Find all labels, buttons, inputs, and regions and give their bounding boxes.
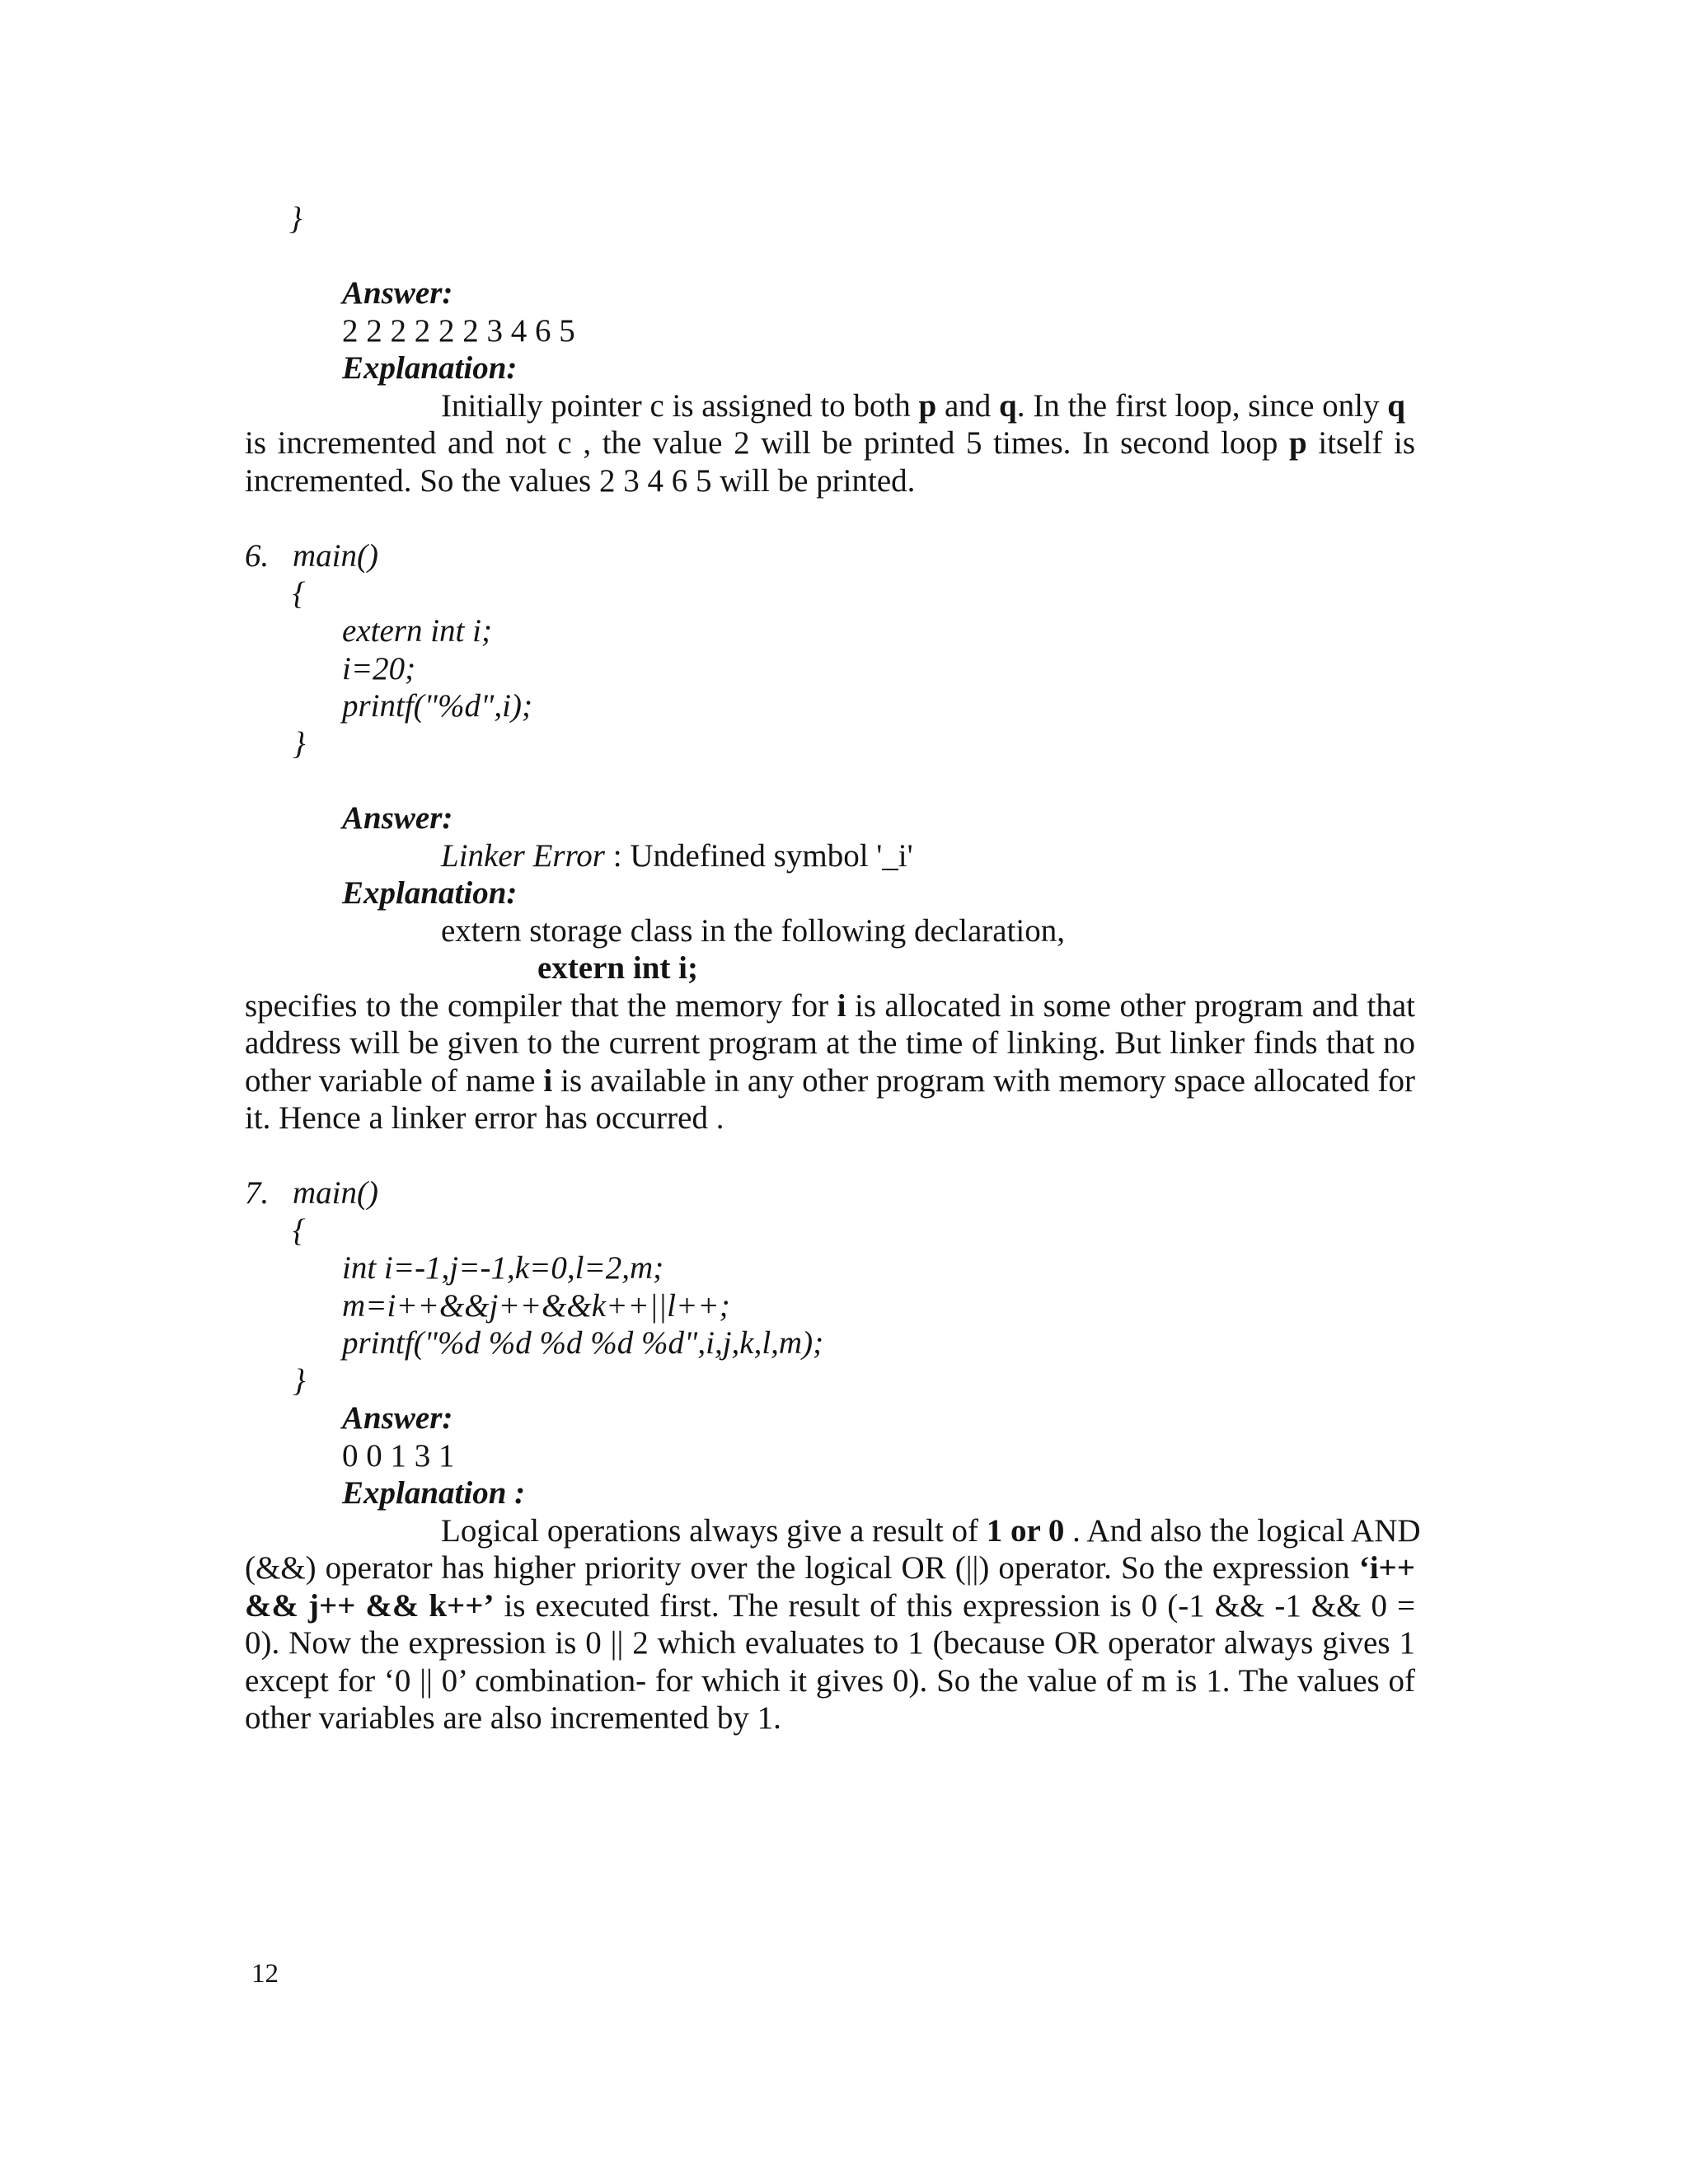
answer-label: Answer:: [342, 1400, 453, 1436]
code-line: printf("%d",i);: [342, 688, 532, 724]
code-line: }: [293, 1363, 306, 1399]
explanation-line: incremented. So the values 2 3 4 6 5 will be printed.: [245, 463, 916, 499]
answer-label: Answer:: [342, 275, 453, 311]
answer-value: Linker Error : Undefined symbol '_i': [441, 838, 913, 874]
explanation-line: it. Hence a linker error has occurred .: [245, 1100, 724, 1136]
explanation-line: && j++ && k++’ is executed first. The result of this expression is 0 (-1 && -1 && 0 =: [245, 1588, 1415, 1624]
question-number: 7.: [245, 1175, 270, 1211]
explanation-line: 0). Now the expression is 0 || 2 which evaluates to 1 (because OR operator always gives 1: [245, 1625, 1415, 1661]
explanation-line: other variables are also incremented by 1.: [245, 1700, 781, 1736]
explanation-line: other variable of name i is available in any other program with memory space allocated for: [245, 1063, 1415, 1099]
explanation-line: is incremented and not c , the value 2 will be printed 5 times. In second loop p itself is: [245, 425, 1415, 461]
code-line: m=i++&&j++&&k++||l++;: [342, 1288, 730, 1324]
code-line: int i=-1,j=-1,k=0,l=2,m;: [342, 1250, 664, 1286]
answer-value: 0 0 1 3 1: [342, 1438, 455, 1474]
explanation-line: Logical operations always give a result of 1 or 0 . And also the logical AND: [441, 1513, 1421, 1549]
explanation-line: extern storage class in the following declaration,: [441, 913, 1065, 949]
explanation-line: (&&) operator has higher priority over the logical OR (||) operator. So the expression ‘i++: [245, 1550, 1415, 1586]
code-line: {: [293, 1213, 306, 1249]
code-line: }: [293, 726, 306, 762]
explanation-line: address will be given to the current program at the time of linking. But linker finds that no: [245, 1025, 1415, 1061]
explanation-label: Explanation:: [342, 350, 518, 386]
question-number: 6.: [245, 538, 270, 574]
page-number: 12: [251, 1959, 279, 1989]
explanation-label: Explanation:: [342, 875, 518, 911]
code-line: i=20;: [342, 651, 416, 687]
code-line: extern int i;: [342, 613, 492, 649]
explanation-line: except for ‘0 || 0’ combination- for which it gives 0). So the value of m is 1. The values of: [245, 1663, 1415, 1699]
code-line: printf("%d %d %d %d %d",i,j,k,l,m);: [342, 1325, 824, 1361]
answer-value: 2 2 2 2 2 2 3 4 6 5: [342, 313, 575, 349]
code-line: main(): [293, 538, 378, 574]
answer-label: Answer:: [342, 800, 453, 836]
explanation-label: Explanation :: [342, 1475, 526, 1511]
explanation-line: Initially pointer c is assigned to both p and q. In the first loop, since only q: [441, 388, 1405, 424]
code-snippet: extern int i;: [537, 950, 698, 986]
code-line: main(): [293, 1175, 378, 1211]
code-line: {: [293, 576, 306, 612]
explanation-line: specifies to the compiler that the memory for i is allocated in some other program and that: [245, 988, 1416, 1024]
code-close-brace: }: [289, 201, 302, 237]
